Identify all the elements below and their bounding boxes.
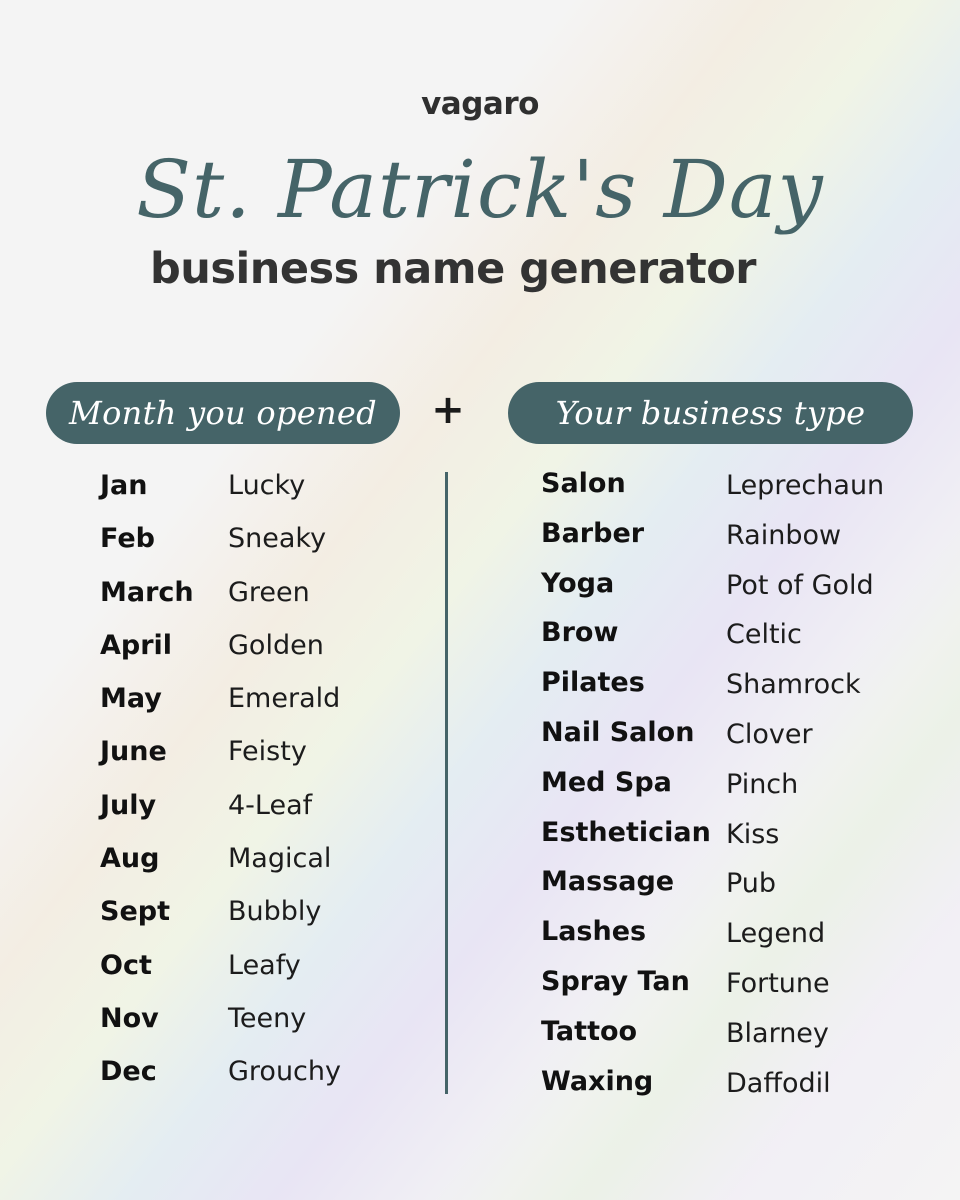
month-label: March <box>100 576 194 608</box>
month-word: Grouchy <box>228 1056 341 1088</box>
month-word: Sneaky <box>228 523 327 555</box>
month-label: July <box>100 789 157 821</box>
business-type-word: Shamrock <box>726 669 861 701</box>
month-word: Teeny <box>228 1002 307 1034</box>
business-type-word: Rainbow <box>726 519 842 551</box>
business-type-word: Pinch <box>726 768 799 800</box>
month-label: Dec <box>100 1056 157 1088</box>
month-label: Nov <box>100 1002 159 1034</box>
business-type-word: Pub <box>726 868 777 900</box>
brand-logo: vagaro <box>421 86 539 122</box>
page-title: St. Patrick's Day <box>136 143 824 236</box>
month-word: Feisty <box>228 736 307 768</box>
business-type-label: Brow <box>541 617 619 649</box>
business-type-word: Clover <box>726 718 813 750</box>
business-type-word: Blarney <box>726 1017 829 1049</box>
month-label: Jan <box>100 470 148 501</box>
business-type-word: Pot of Gold <box>726 569 874 601</box>
business-type-label: Lashes <box>541 916 647 948</box>
business-type-word: Legend <box>726 918 826 950</box>
business-type-word: Kiss <box>726 818 780 850</box>
business-type-label: Barber <box>541 517 645 549</box>
business-type-label: Massage <box>541 866 675 898</box>
business-type-label: Waxing <box>541 1065 654 1097</box>
page-subtitle: business name generator <box>150 244 756 294</box>
month-word: Leafy <box>228 949 301 981</box>
month-word: Bubbly <box>228 896 322 928</box>
month-word: 4-Leaf <box>228 789 313 821</box>
month-label: April <box>100 629 173 661</box>
month-word: Lucky <box>228 470 306 501</box>
month-word: Emerald <box>228 683 341 715</box>
column-divider <box>445 472 448 1094</box>
month-word: Magical <box>228 843 332 875</box>
business-type-label: Esthetician <box>541 816 711 848</box>
business-type-label: Med Spa <box>541 766 672 798</box>
month-word: Golden <box>228 629 324 661</box>
business-type-label: Spray Tan <box>541 965 690 997</box>
business-type-label: Yoga <box>541 567 615 599</box>
business-type-word: Leprechaun <box>726 470 885 501</box>
month-label: May <box>100 683 162 715</box>
business-type-label: Nail Salon <box>541 716 695 748</box>
month-word: Green <box>228 576 310 608</box>
plus-icon: + <box>431 387 465 433</box>
month-label: Sept <box>100 896 170 928</box>
business-type-label: Tattoo <box>541 1015 638 1047</box>
business-type-label: Salon <box>541 468 626 499</box>
business-type-word: Daffodil <box>726 1067 831 1099</box>
month-label: Oct <box>100 949 152 981</box>
month-column-header: Month you opened <box>46 382 400 444</box>
business-type-label: Pilates <box>541 667 645 699</box>
business-type-word: Fortune <box>726 967 830 999</box>
month-label: June <box>100 736 167 768</box>
month-label: Feb <box>100 523 155 555</box>
month-label: Aug <box>100 843 160 875</box>
business-type-column-header: Your business type <box>508 382 913 444</box>
business-type-word: Celtic <box>726 619 802 651</box>
